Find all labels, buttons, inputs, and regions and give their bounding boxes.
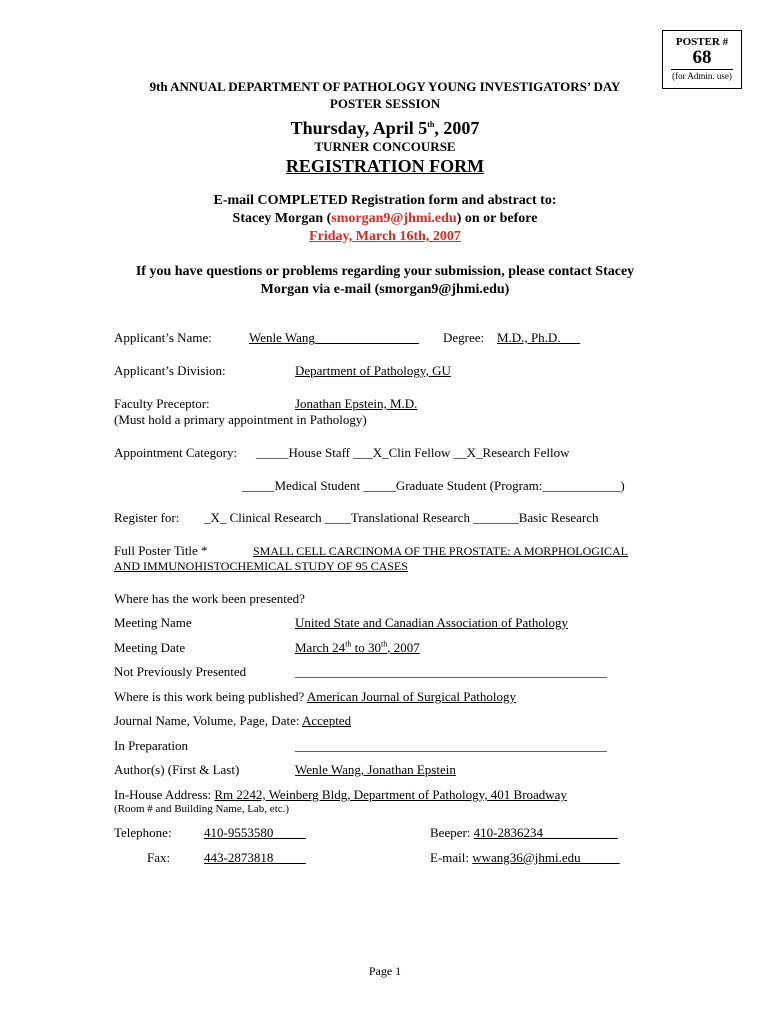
journal-field[interactable]: Accepted <box>302 713 352 728</box>
poster-label: POSTER # <box>675 36 729 48</box>
questions-line2: Morgan via e-mail (smorgan9@jhmi.edu) <box>260 282 510 297</box>
poster-title-label: Full Poster Title * <box>114 543 208 558</box>
authors-label: Author(s) (First & Last) <box>114 762 240 777</box>
preceptor-label: Faculty Preceptor: <box>114 396 210 411</box>
applicant-name-field[interactable]: Wenle Wang________________ <box>249 330 419 345</box>
register-label: Register for: <box>114 510 180 525</box>
not-presented-field[interactable]: ________________________________________________ <box>295 664 607 679</box>
contact-email[interactable]: smorgan9@jhmi.edu <box>331 211 457 226</box>
beeper-label: Beeper: 410-2836234 ___________ <box>430 825 618 840</box>
email-field[interactable]: wwang36@jhmi.edu______ <box>472 850 620 865</box>
poster-rule <box>671 69 733 70</box>
published-label: Where is this work being published? American Journal of Surgical Pathology <box>114 689 516 704</box>
degree-label: Degree: <box>443 330 485 345</box>
appointment-options[interactable]: _____House Staff ___X_Clin Fellow __X_Research Fellow <box>256 445 570 460</box>
where-presented-label: Where has the work been presented? <box>114 591 305 606</box>
beeper-field[interactable]: 410-2836234 ___________ <box>473 825 618 840</box>
page-number: Page 1 <box>368 964 402 978</box>
questions-line1: If you have questions or problems regarding your submission, please contact Stacey <box>135 264 635 279</box>
inhouse-address-label: In-House Address: Rm 2242, Weinberg Bldg, Department of Pathology, 401 Broadway <box>114 787 567 802</box>
event-date: Thursday, April 5th, 2007 <box>290 118 480 138</box>
register-options[interactable]: _X_ Clinical Research ____Translational Research _______Basic Research <box>204 510 599 525</box>
applicant-name-label: Applicant’s Name: <box>114 330 212 345</box>
form-title: REGISTRATION FORM <box>285 156 485 176</box>
event-subtitle: POSTER SESSION <box>329 96 441 111</box>
authors-field[interactable]: Wenle Wang, Jonathan Epstein <box>295 762 456 777</box>
appointment-options-2[interactable]: _____Medical Student _____Graduate Student (Program:____________) <box>242 478 625 493</box>
poster-title-line2[interactable]: AND IMMUNOHISTOCHEMICAL STUDY OF 95 CASES <box>114 559 408 573</box>
inhouse-note: (Room # and Building Name, Lab, etc.) <box>114 803 290 815</box>
event-location: TURNER CONCOURSE <box>314 139 456 154</box>
admin-note: (for Admin. use) <box>672 71 732 81</box>
inhouse-address-field[interactable]: Rm 2242, Weinberg Bldg, Department of Pathology, 401 Broadway <box>214 787 567 802</box>
preceptor-field[interactable]: Jonathan Epstein, M.D. <box>295 396 418 411</box>
preceptor-note: (Must hold a primary appointment in Pathology) <box>114 412 367 427</box>
instructions-line2: Stacey Morgan (smorgan9@jhmi.edu) on or before <box>232 211 538 226</box>
meeting-name-field[interactable]: United State and Canadian Association of Pathology <box>295 615 568 630</box>
telephone-label: Telephone: <box>114 825 172 840</box>
not-presented-label: Not Previously Presented <box>114 664 247 679</box>
instructions-line1: E-mail COMPLETED Registration form and abstract to: <box>213 193 557 208</box>
fax-label: Fax: <box>147 850 171 865</box>
meeting-date-field[interactable]: March 24th to 30th, 2007 <box>295 639 420 655</box>
journal-label: Journal Name, Volume, Page, Date: Accepted <box>114 713 352 728</box>
email-label: E-mail: wwang36@jhmi.edu______ <box>430 850 620 865</box>
deadline: Friday, March 16th, 2007 <box>309 229 461 244</box>
published-field[interactable]: American Journal of Surgical Pathology <box>306 689 516 704</box>
telephone-field[interactable]: 410-9553580_____ <box>204 825 306 840</box>
poster-title-line1[interactable]: SMALL CELL CARCINOMA OF THE PROSTATE: A MORPHOLOGICAL <box>253 544 628 558</box>
in-preparation-label: In Preparation <box>114 738 189 753</box>
poster-number: 68 <box>692 47 712 68</box>
meeting-date-label: Meeting Date <box>114 640 186 655</box>
fax-field[interactable]: 443-2873818_____ <box>204 850 306 865</box>
division-field[interactable]: Department of Pathology, GU <box>295 363 451 378</box>
division-label: Applicant’s Division: <box>114 363 226 378</box>
degree-field[interactable]: M.D., Ph.D.___ <box>497 330 581 345</box>
meeting-name-label: Meeting Name <box>114 615 192 630</box>
appointment-label: Appointment Category: <box>114 445 238 460</box>
event-title: 9th ANNUAL DEPARTMENT OF PATHOLOGY YOUNG INVESTIGATORS’ DAY <box>149 79 621 94</box>
in-preparation-field[interactable]: ________________________________________________ <box>295 738 607 753</box>
